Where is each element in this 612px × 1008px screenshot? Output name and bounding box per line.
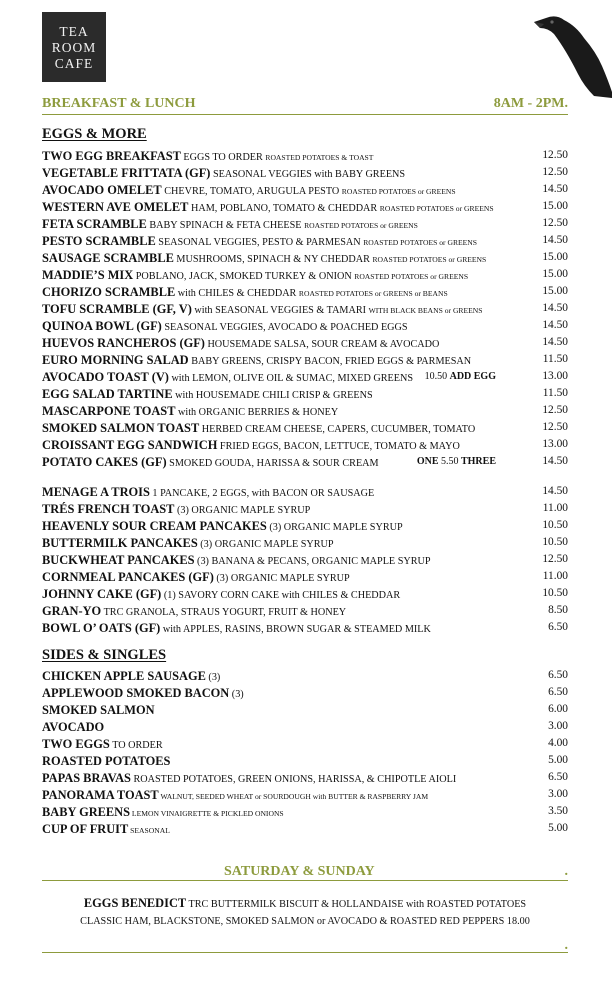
item-name: ROASTED POTATOES [42,754,171,768]
extra-label: ONE [416,456,439,467]
benedict-line-1: TRC BUTTERMILK BISCUIT & HOLLANDAISE with ROASTED POTATOES [186,899,527,910]
item-description: (3) BANANA & PECANS, ORGANIC MAPLE SYRUP [194,556,431,567]
item-price: 10.50 [542,587,568,599]
item-description: with SEASONAL VEGGIES & TAMARI [191,305,369,316]
item-description: with CHILES & CHEDDAR [175,288,299,299]
item-price: 14.50 [542,302,568,314]
breakfast-hours: 8AM - 2PM. [493,96,568,111]
menu-item [42,701,568,718]
item-price: 14.50 [542,485,568,497]
item-description: ROASTED POTATOES, GREEN ONIONS, HARISSA, & CHIPOTLE AIOLI [130,774,457,785]
menu-item [42,534,568,551]
item-description: EGGS TO ORDER [180,152,266,163]
item-name: CORNMEAL PANCAKES (GF) [42,570,214,584]
item-name: CHICKEN APPLE SAUSAGE [42,669,206,683]
logo-line-1: TEA [59,24,89,39]
item-price: 12.50 [542,166,568,178]
item-price: 15.00 [542,251,568,263]
item-description: HERBED CREAM CHEESE, CAPERS, CUCUMBER, TOMATO [199,424,476,435]
item-side-note: WALNUT, SEEDED WHEAT or SOURDOUGH with BUTTER & RASPBERRY JAM [158,792,429,801]
eggs-section-title: EGGS & MORE [42,126,147,142]
menu-item [42,164,568,181]
item-description: HOUSEMADE SALSA, SOUR CREAM & AVOCADO [204,339,440,350]
item-name: FETA SCRAMBLE [42,217,147,231]
sides-menu-list [42,667,568,837]
item-price: 15.00 [542,268,568,280]
item-name: BOWL O’ OATS (GF) [42,621,161,635]
item-name: AVOCADO TOAST (V) [42,370,169,384]
item-price: 14.50 [542,319,568,331]
item-price: 6.50 [548,669,568,681]
item-name: VEGETABLE FRITTATA (GF) [42,166,211,180]
item-description: (3) ORGANIC MAPLE SYRUP [197,539,334,550]
item-name: GRAN-YO [42,604,102,618]
item-price: 11.50 [542,387,568,399]
menu-item [42,300,568,317]
menu-item [42,249,568,266]
menu-item [42,283,568,300]
item-name: PAPAS BRAVAS [42,771,131,785]
item-price: 12.50 [542,149,568,161]
item-description: TRC GRANOLA, STRAUS YOGURT, FRUIT & HONEY [101,607,347,618]
item-side-note: ROASTED POTATOES or GREENS [354,272,469,281]
extra-label-2: THREE [460,456,496,467]
item-description: SMOKED GOUDA, HARISSA & SOUR CREAM [166,458,379,469]
item-name: PESTO SCRAMBLE [42,234,156,248]
item-name: AVOCADO OMELET [42,183,162,197]
item-price: 11.00 [542,502,568,514]
item-description: HAM, POBLANO, TOMATO & CHEDDAR [188,203,380,214]
menu-item [42,684,568,701]
item-price: 12.50 [542,217,568,229]
breakfast-lunch-header [42,96,568,115]
item-price: 3.00 [548,788,568,800]
item-price: 12.50 [542,404,568,416]
item-side-note: LEMON VINAIGRETTE & PICKLED ONIONS [130,809,284,818]
item-description: (3) ORGANIC MAPLE SYRUP [174,505,311,516]
item-price: 3.00 [548,720,568,732]
benedict-name: EGGS BENEDICT [83,896,187,910]
item-side-note: ROASTED POTATOES or GREENS or BEANS [298,289,448,298]
item-price: 5.00 [548,754,568,766]
weekend-header [42,864,568,881]
menu-item [42,602,568,619]
menu-item [42,232,568,249]
item-price: 8.50 [548,604,568,616]
item-name: WESTERN AVE OMELET [42,200,189,214]
menu-item [42,317,568,334]
item-name: EGG SALAD TARTINE [42,387,173,401]
item-price: 13.00 [542,370,568,382]
item-description: BABY SPINACH & FETA CHEESE [146,220,305,231]
item-description: (1) SAVORY CORN CAKE with CHILES & CHEDDAR [161,590,401,601]
item-name: BABY GREENS [42,805,131,819]
item-price: 11.50 [542,353,568,365]
item-price: 6.00 [548,703,568,715]
item-price: 12.50 [542,553,568,565]
menu-item [42,752,568,769]
item-extra-price [425,368,496,385]
item-price: 14.50 [542,455,568,467]
logo-line-2: ROOM [51,40,97,55]
item-name: CROISSANT EGG SANDWICH [42,438,218,452]
item-name: JOHNNY CAKE (GF) [42,587,162,601]
sides-section-title: SIDES & SINGLES [42,647,167,663]
item-name: BUCKWHEAT PANCAKES [42,553,195,567]
menu-item [42,483,568,500]
item-description: BABY GREENS, CRISPY BACON, FRIED EGGS & PARMESAN [188,356,472,367]
menu-item [42,419,568,436]
item-description: TO ORDER [109,740,163,751]
item-name: EURO MORNING SALAD [42,353,189,367]
item-price: 6.50 [548,771,568,783]
item-extra-price [417,453,496,470]
item-price: 15.00 [542,200,568,212]
menu-item [42,769,568,786]
item-description: MUSHROOMS, SPINACH & NY CHEDDAR [173,254,373,265]
extra-value: 10.50 [424,371,450,382]
breakfast-lunch-title: BREAKFAST & LUNCH [42,96,196,111]
item-name: CUP OF FRUIT [42,822,129,836]
extra-label: ADD EGG [449,371,496,382]
item-price: 6.50 [548,621,568,633]
menu-item [42,385,568,402]
menu-item [42,500,568,517]
item-description: SEASONAL VEGGIES, PESTO & PARMESAN [155,237,364,248]
menu-item [42,786,568,803]
menu-item [42,568,568,585]
menu-item [42,453,568,470]
menu-item [42,198,568,215]
pancakes-menu-list [42,483,568,636]
item-description: with ORGANIC BERRIES & HONEY [175,407,339,418]
menu-item [42,436,568,453]
item-description: (3) [205,672,221,683]
item-price: 11.00 [542,570,568,582]
item-price: 3.50 [548,805,568,817]
item-description: SEASONAL VEGGIES, AVOCADO & POACHED EGGS [161,322,408,333]
item-price: 13.00 [542,438,568,450]
item-description: (3) ORGANIC MAPLE SYRUP [213,573,350,584]
item-name: AVOCADO [42,720,105,734]
eggs-benedict-item [42,895,568,930]
eggs-menu-list [42,147,568,470]
bottom-divider [42,938,568,953]
menu-item [42,517,568,534]
menu-item [42,368,568,385]
item-name: HEAVENLY SOUR CREAM PANCAKES [42,519,267,533]
item-price: 10.50 [542,519,568,531]
item-name: QUINOA BOWL (GF) [42,319,162,333]
menu-item [42,619,568,636]
menu-item [42,735,568,752]
item-description: (3) ORGANIC MAPLE SYRUP [266,522,403,533]
menu-item [42,334,568,351]
item-description: SEASONAL VEGGIES with BABY GREENS [210,169,406,180]
weekend-title: SATURDAY & SUNDAY [224,864,375,879]
weekend-dot: . [564,864,568,879]
item-name: SMOKED SALMON TOAST [42,421,200,435]
item-side-note: ROASTED POTATOES or GREENS [341,187,456,196]
item-name: MENAGE A TROIS [42,485,150,499]
menu-item [42,718,568,735]
menu-item [42,585,568,602]
menu-item [42,181,568,198]
item-description: with APPLES, RASINS, BROWN SUGAR & STEAMED MILK [160,624,431,635]
item-price: 6.50 [548,686,568,698]
item-name: MASCARPONE TOAST [42,404,176,418]
logo-line-3: CAFE [54,56,94,71]
item-description: (3) [229,689,244,700]
item-price: 10.50 [542,536,568,548]
benedict-line-2: CLASSIC HAM, BLACKSTONE, SMOKED SALMON or AVOCADO & ROASTED RED PEPPERS 18.00 [80,916,530,927]
item-name: TWO EGG BREAKFAST [42,149,181,163]
bottom-dot: . [564,938,568,953]
item-name: SMOKED SALMON [42,703,155,717]
menu-item [42,551,568,568]
item-price: 14.50 [542,234,568,246]
item-description: 1 PANCAKE, 2 EGGS, with BACON OR SAUSAGE [149,488,375,499]
item-description: CHEVRE, TOMATO, ARUGULA PESTO [161,186,342,197]
menu-item [42,351,568,368]
item-price: 4.00 [548,737,568,749]
item-side-note: ROASTED POTATOES or GREENS [363,238,478,247]
item-name: HUEVOS RANCHEROS (GF) [42,336,205,350]
item-name: TWO EGGS [42,737,110,751]
crow-icon [532,8,612,98]
menu-item [42,147,568,164]
item-name: CHORIZO SCRAMBLE [42,285,176,299]
extra-value: 5.50 [438,456,461,467]
item-price: 14.50 [542,183,568,195]
item-side-note: ROASTED POTATOES & TOAST [265,153,374,162]
menu-item [42,667,568,684]
menu-item [42,820,568,837]
item-description: with HOUSEMADE CHILI CRISP & GREENS [172,390,373,401]
item-side-note: ROASTED POTATOES or GREENS [372,255,487,264]
item-name: BUTTERMILK PANCAKES [42,536,198,550]
item-name: SAUSAGE SCRAMBLE [42,251,174,265]
item-name: APPLEWOOD SMOKED BACON [42,686,230,700]
item-side-note: WITH BLACK BEANS or GREENS [368,306,483,315]
item-description: with LEMON, OLIVE OIL & SUMAC, MIXED GREENS [168,373,414,384]
item-description: FRIED EGGS, BACON, LETTUCE, TOMATO & MAYO [217,441,460,452]
item-price: 12.50 [542,421,568,433]
item-price: 5.00 [548,822,568,834]
item-price: 15.00 [542,285,568,297]
item-name: POTATO CAKES (GF) [42,455,167,469]
menu-item [42,803,568,820]
item-description: POBLANO, JACK, SMOKED TURKEY & ONION [133,271,355,282]
item-name: PANORAMA TOAST [42,788,159,802]
item-name: TRÉS FRENCH TOAST [42,502,175,516]
menu-item [42,215,568,232]
menu-item [42,266,568,283]
menu-item [42,402,568,419]
item-side-note: ROASTED POTATOES or GREENS [304,221,418,230]
item-side-note: SEASONAL [128,826,170,835]
item-name: MADDIE’S MIX [42,268,134,282]
item-name: TOFU SCRAMBLE (GF, V) [42,302,192,316]
tea-room-cafe-logo [42,12,106,82]
item-side-note: ROASTED POTATOES or GREENS [379,204,494,213]
item-price: 14.50 [542,336,568,348]
